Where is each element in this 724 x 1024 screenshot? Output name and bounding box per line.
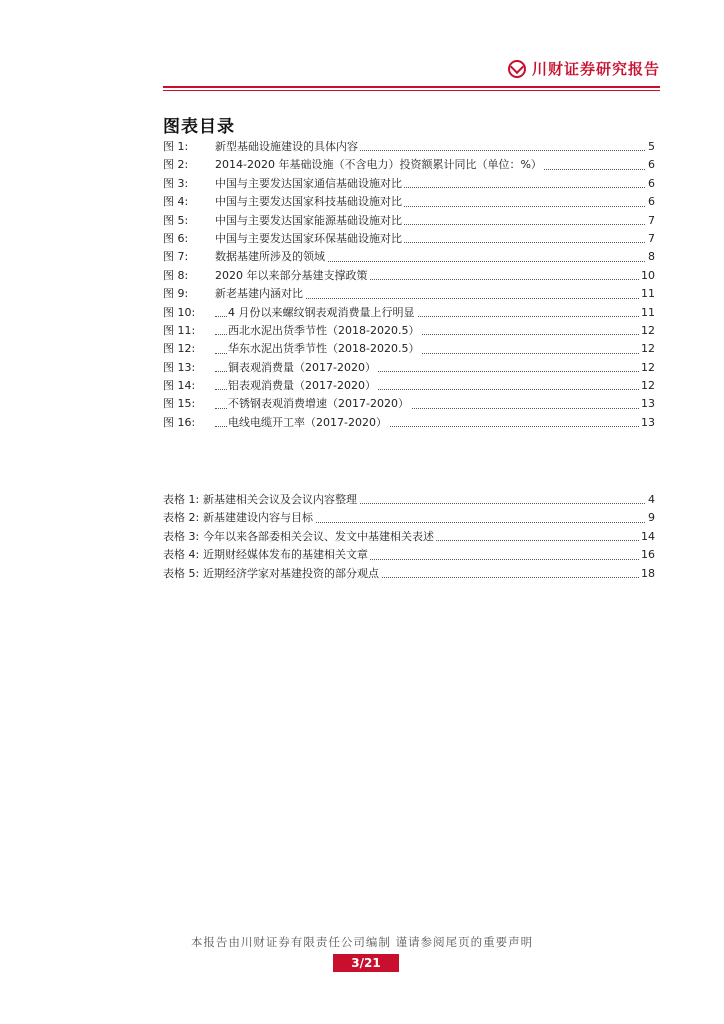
entry-title: 数据基建所涉及的领域 <box>215 248 327 266</box>
entry-page: 12 <box>639 359 655 377</box>
toc-entry[interactable] <box>163 491 655 509</box>
brand <box>508 58 660 79</box>
figure-list <box>163 138 655 432</box>
entry-label: 图 5: <box>163 213 189 227</box>
entry-label: 图 8: <box>163 268 189 282</box>
entry-title: 华东水泥出货季节性（2018-2020.5） <box>228 340 421 358</box>
toc-entry[interactable] <box>163 395 655 413</box>
entry-title: 今年以来各部委相关会议、发文中基建相关表述 <box>203 528 436 546</box>
entry-label: 图 12: <box>163 342 196 356</box>
entry-page: 12 <box>639 377 655 395</box>
toc-entry[interactable] <box>163 175 655 193</box>
entry-page: 6 <box>646 156 655 174</box>
entry-label: 图 15: <box>163 397 196 411</box>
toc-entry[interactable] <box>163 565 655 583</box>
entry-page: 14 <box>639 528 655 546</box>
entry-title: 中国与主要发达国家通信基础设施对比 <box>215 175 404 193</box>
entry-page: 7 <box>646 212 655 230</box>
entry-label: 图 7: <box>163 250 189 264</box>
entry-label: 图 9: <box>163 287 189 301</box>
toc-entry[interactable] <box>163 248 655 266</box>
entry-page: 11 <box>639 285 655 303</box>
entry-page: 16 <box>639 546 655 564</box>
entry-label: 图 10: <box>163 305 196 319</box>
toc-entry[interactable] <box>163 359 655 377</box>
toc-entry[interactable] <box>163 138 655 156</box>
entry-label: 图 3: <box>163 176 189 190</box>
entry-title: 4 月份以来螺纹钢表观消费量上行明显 <box>228 304 417 322</box>
toc-title: 图表目录 <box>163 117 235 137</box>
entry-page: 12 <box>639 322 655 340</box>
entry-title: 新基建相关会议及会议内容整理 <box>203 491 359 509</box>
chuancai-logo-icon <box>508 60 526 78</box>
entry-title: 新基建建设内容与目标 <box>203 509 315 527</box>
entry-label: 表格 3: <box>163 529 200 543</box>
entry-title: 中国与主要发达国家能源基础设施对比 <box>215 212 404 230</box>
entry-title: 近期财经媒体发布的基建相关文章 <box>203 546 370 564</box>
entry-title: 2020 年以来部分基建支撑政策 <box>215 267 370 285</box>
entry-page: 10 <box>639 267 655 285</box>
entry-page: 7 <box>646 230 655 248</box>
entry-label: 图 16: <box>163 415 196 429</box>
brand-name: 川财证券研究报告 <box>531 60 660 78</box>
toc-entry[interactable] <box>163 377 655 395</box>
entry-title: 铜表观消费量（2017-2020） <box>228 359 378 377</box>
page-header <box>163 48 660 92</box>
toc-entry[interactable] <box>163 230 655 248</box>
toc-entry[interactable] <box>163 212 655 230</box>
entry-title: 不锈钢表观消费增速（2017-2020） <box>228 395 411 413</box>
entry-label: 图 14: <box>163 379 196 393</box>
header-rule-thin <box>163 90 660 91</box>
entry-page: 8 <box>646 248 655 266</box>
header-rule <box>163 86 660 88</box>
toc-entry[interactable] <box>163 304 655 322</box>
entry-page: 11 <box>639 304 655 322</box>
entry-page: 4 <box>646 491 655 509</box>
entry-label: 图 11: <box>163 323 196 337</box>
entry-page: 6 <box>646 175 655 193</box>
entry-label: 表格 2: <box>163 511 200 525</box>
entry-title: 中国与主要发达国家环保基础设施对比 <box>215 230 404 248</box>
entry-page: 13 <box>639 395 655 413</box>
toc-entry[interactable] <box>163 340 655 358</box>
toc-entry[interactable] <box>163 267 655 285</box>
entry-label: 图 6: <box>163 231 189 245</box>
entry-label: 图 4: <box>163 195 189 209</box>
toc-entry[interactable] <box>163 414 655 432</box>
toc-entry[interactable] <box>163 322 655 340</box>
toc-entry[interactable] <box>163 193 655 211</box>
entry-label: 图 1: <box>163 140 189 153</box>
entry-page: 12 <box>639 340 655 358</box>
entry-page: 6 <box>646 193 655 211</box>
entry-label: 图 13: <box>163 360 196 374</box>
toc-entry[interactable] <box>163 285 655 303</box>
toc-entry[interactable] <box>163 546 655 564</box>
table-list <box>163 491 655 583</box>
page-number: 3/21 <box>333 954 399 972</box>
toc-entry[interactable] <box>163 156 655 174</box>
entry-label: 图 2: <box>163 158 189 172</box>
entry-title: 铝表观消费量（2017-2020） <box>228 377 378 395</box>
entry-title: 2014-2020 年基础设施（不含电力）投资额累计同比（单位：%） <box>215 156 544 174</box>
entry-title: 近期经济学家对基建投资的部分观点 <box>203 565 381 583</box>
entry-label: 表格 5: <box>163 566 200 580</box>
entry-label: 表格 1: <box>163 493 200 506</box>
entry-label: 表格 4: <box>163 548 200 562</box>
entry-title: 新型基础设施建设的具体内容 <box>215 138 360 156</box>
toc-entry[interactable] <box>163 509 655 527</box>
footer-disclaimer: 本报告由川财证券有限责任公司编制 谨请参阅尾页的重要声明 <box>190 935 534 949</box>
entry-page: 13 <box>639 414 655 432</box>
entry-title: 中国与主要发达国家科技基础设施对比 <box>215 193 404 211</box>
entry-page: 5 <box>646 138 655 156</box>
entry-page: 18 <box>639 565 655 583</box>
entry-title: 新老基建内涵对比 <box>215 285 305 303</box>
entry-title: 电线电缆开工率（2017-2020） <box>228 414 389 432</box>
entry-page: 9 <box>646 509 655 527</box>
toc-entry[interactable] <box>163 528 655 546</box>
entry-title: 西北水泥出货季节性（2018-2020.5） <box>228 322 421 340</box>
